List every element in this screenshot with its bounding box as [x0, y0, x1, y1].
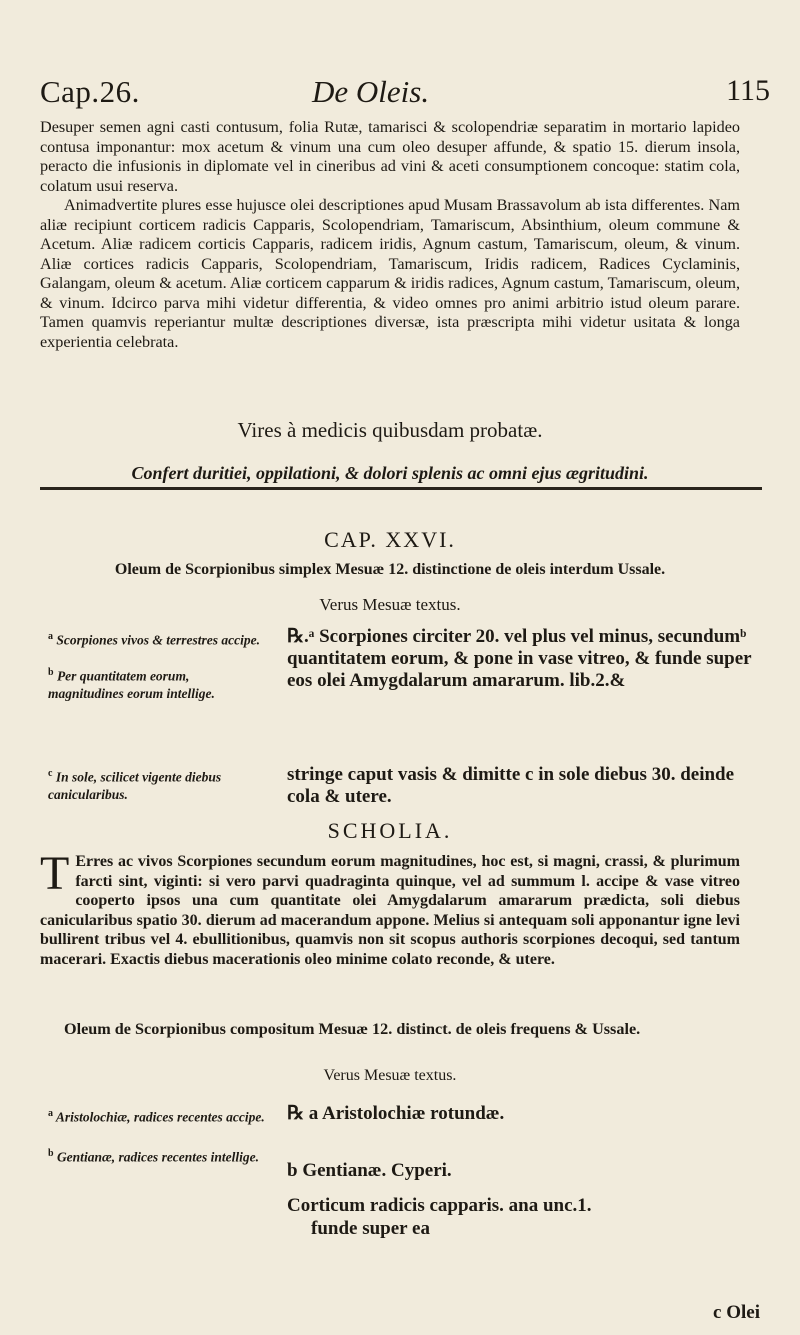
page-number: 115 [726, 74, 770, 107]
recipe-title: Oleum de Scorpionibus simplex Mesuæ 12. distinctione de oleis interdum Ussale. [114, 561, 666, 578]
paragraph-animadvertite: Animadvertite plures esse hujusce olei descriptiones apud Musam Brassavolum ab ista differentes. Nam aliæ recipiunt corticem radicis Capparis, Scolopendriam, Tamariscum, Absinthium, oleum commune & Acetum. Aliæ radicem corticis Capparis, radicem iridis, Agnum castum, Tamariscum, oleum, & vinum. Aliæ cortices radicis Capparis, Scolopendriam, Tamariscum, Iridis radicem, Radices Cyclaminis, Galangam, oleum & acetum. Aliæ corticem capparum & iridis radices, Agnum castum, Tamariscum, oleum, & vinum. Idcirco parva mihi videtur differentia, & video omnes pro animi arbitrio istud oleum parare. Tamen quamvis reperiantur multæ descriptiones diversæ, ista præscripta mihi videtur usitata & longa experientia celebrata. [40, 196, 740, 351]
chapter-number: Cap.26. [40, 74, 140, 109]
margin-note-b: $^b$ Per quantitatem eorum, magnitudines eorum intellige. [48, 667, 215, 701]
vires-heading: Vires à medicis quibusdam probatæ. [237, 418, 543, 442]
scholia-body [40, 847, 740, 969]
compound-recipe-line-2: b Gentianæ. Cyperi. [287, 1160, 452, 1181]
confert-line: Confert duritiei, oppilationi, & dolori splenis ac omni ejus ægritudini. [131, 463, 649, 483]
catchword: c Olei [713, 1302, 760, 1323]
paragraph-preparation: Desuper semen agni casti contusum, folia Rutæ, tamarisci & scolopendriæ separatim in mortario lapideo contusa imponantur: mox acetum & vinum una cum oleo desuper affunde, & spatio 15. dierum insola, peracto die infusionis in diplomate vel in cineribus ad vini & aceti consumptionem concoque: statim cola, colatum usui reserva. [40, 118, 740, 195]
drop-cap: T [40, 847, 70, 900]
compound-recipe-line-1: ℞ a Aristolochiæ rotundæ. [287, 1103, 505, 1124]
margin-note-a: $^a$ Scorpiones vivos & terrestres accipe. [48, 631, 260, 648]
section-divider [40, 487, 762, 490]
chapter-heading: CAP. XXVI. [324, 527, 456, 552]
recipe-text-part-1: ℞.ᵃ Scorpiones circiter 20. vel plus vel minus, secundumᵇ quantitatem eorum, & pone in vase vitreo, & funde super eos olei Amygdalarum amararum. lib.2.& [287, 626, 752, 691]
scholia-heading: SCHOLIA. [327, 818, 453, 843]
margin-note-2b: $^b$ Gentianæ, radices recentes intellige. [48, 1148, 260, 1165]
main-text [40, 118, 740, 352]
compound-recipe-line-3: Corticum radicis capparis. ana unc.1. [287, 1195, 592, 1216]
compound-recipe-title: Oleum de Scorpionibus compositum Mesuæ 12. distinct. de oleis frequens & Ussale. [64, 1020, 641, 1038]
compound-recipe-line-4: funde super ea [311, 1218, 430, 1239]
verus-textus-1: Verus Mesuæ textus. [319, 595, 461, 614]
verus-textus-2: Verus Mesuæ textus. [323, 1067, 457, 1084]
margin-note-c: $^c$ In sole, scilicet vigente diebus canicularibus. [48, 768, 222, 802]
running-title: De Oleis. [312, 74, 430, 109]
margin-note-2a: $^a$ Aristolochiæ, radices recentes accipe. [48, 1108, 265, 1125]
running-header [40, 74, 770, 114]
recipe-text-part-2: stringe caput vasis & dimitte c in sole diebus 30. deinde cola & utere. [287, 764, 735, 807]
scholia-text: Erres ac vivos Scorpiones secundum eorum magnitudines, hoc est, si magni, crassi, & plurimum farcti sint, viginti: si vero parvi quadraginta quinque, vel ad summum l. accipe & vase vitreo cooperto ipsos una cum quantitate olei Amygdalarum amararum prædicta, soli diebus canicularibus spatio 30. dierum ad macerandum appone. Melius si antequam soli apponantur igne levi bullirent tribus vel 4. ebullitionibus, quamvis non sit scopus authoris scorpiones decoqui, sed tantum macerari. Exactis diebus macerationis oleo minime colato reconde, & utere. [40, 853, 740, 968]
